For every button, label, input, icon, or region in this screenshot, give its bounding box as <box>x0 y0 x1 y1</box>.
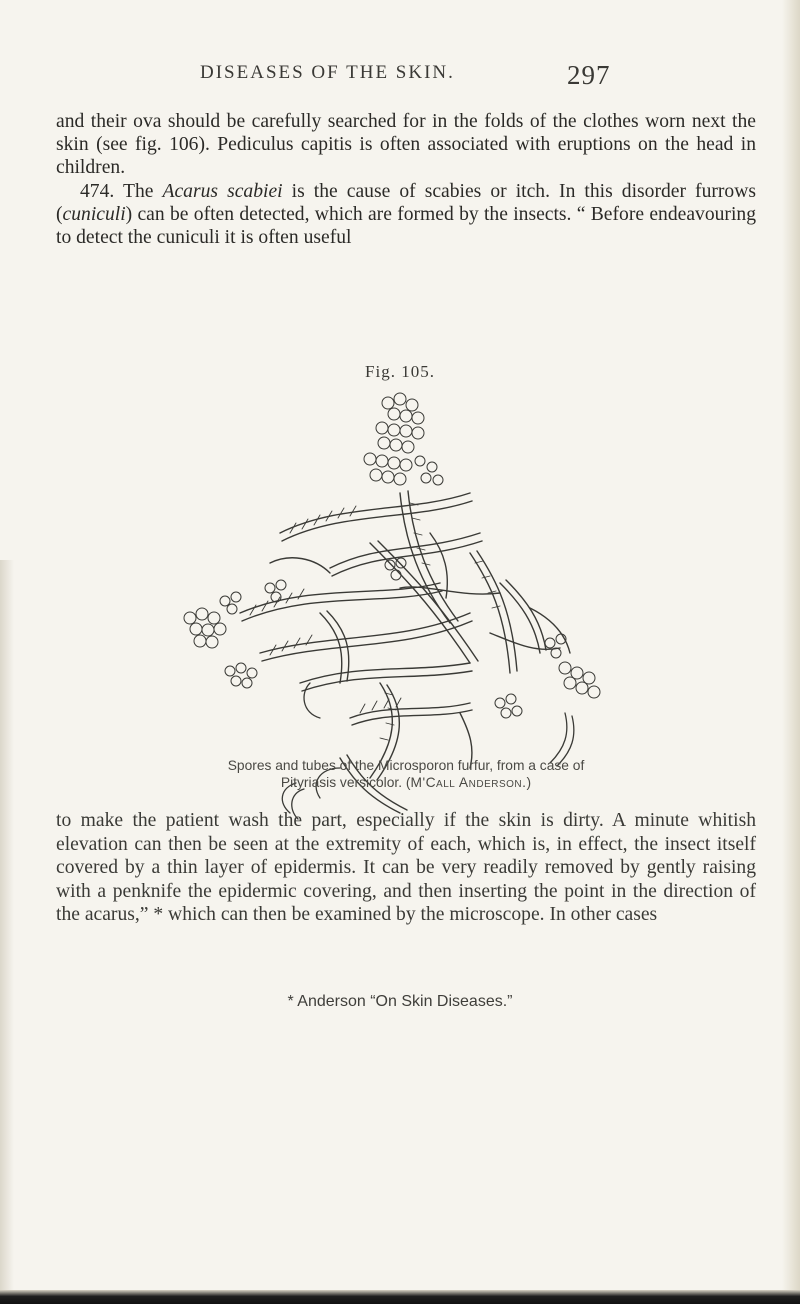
paragraph-number: 474. <box>80 180 115 202</box>
caption-line-2 <box>56 774 756 791</box>
footnote: * Anderson “On Skin Diseases.” <box>287 993 513 1010</box>
species-name: Acarus scabiei <box>162 180 283 202</box>
lower-text-block <box>56 809 756 927</box>
paragraph-continuation-2: to make the patient wash the part, especially if the skin is dirty. A minute whitish elevation can then be seen at the extremity of each, which is, in effect, the insect itself covered by a thin layer of epidermis. It can be very readily removed by gently raising with a penknife the epidermic covering, and then inserting the point in the direction of the acarus,” * which can then be examined by the microscope. In other cases <box>56 810 756 926</box>
figure-caption <box>56 757 756 791</box>
paragraph-2-text-a: The <box>114 180 163 202</box>
page-shadow-left <box>0 560 14 1304</box>
paragraph-1-text: and their ova should be carefully searched for in the folds of the clothes worn next the skin (see fig. 106). Pediculus capitis is often associated with eruptions on the head in children. <box>56 111 756 179</box>
caption-author: M'Call Anderson. <box>410 775 527 790</box>
paragraph-2-text-b: is the cause of scabies or itch. In this disorder furrows ( <box>56 180 756 225</box>
paragraph-2-text-c: ) can be often detected, which are formed by the insects. “ Before endeavouring to detect the cuniculi it is often useful <box>56 203 756 249</box>
cuniculi-term: cuniculi <box>62 203 126 225</box>
caption-line-1: Spores and tubes of the Microsporon furfur, from a case of <box>227 758 585 773</box>
running-head <box>100 60 700 92</box>
paragraph-continuation <box>56 110 756 180</box>
upper-text-block <box>56 110 756 249</box>
caption-line-2-close: ) <box>526 775 532 790</box>
page-edge-right <box>782 0 800 1304</box>
paragraph-474 <box>56 180 756 250</box>
page-bottom-edge <box>0 1290 800 1304</box>
running-title: DISEASES OF THE SKIN. <box>200 62 455 83</box>
figure-label: Fig. 105. <box>365 362 435 381</box>
caption-line-2-text: Pityriasis versicolor. ( <box>280 775 411 790</box>
page-number: 297 <box>567 60 611 90</box>
